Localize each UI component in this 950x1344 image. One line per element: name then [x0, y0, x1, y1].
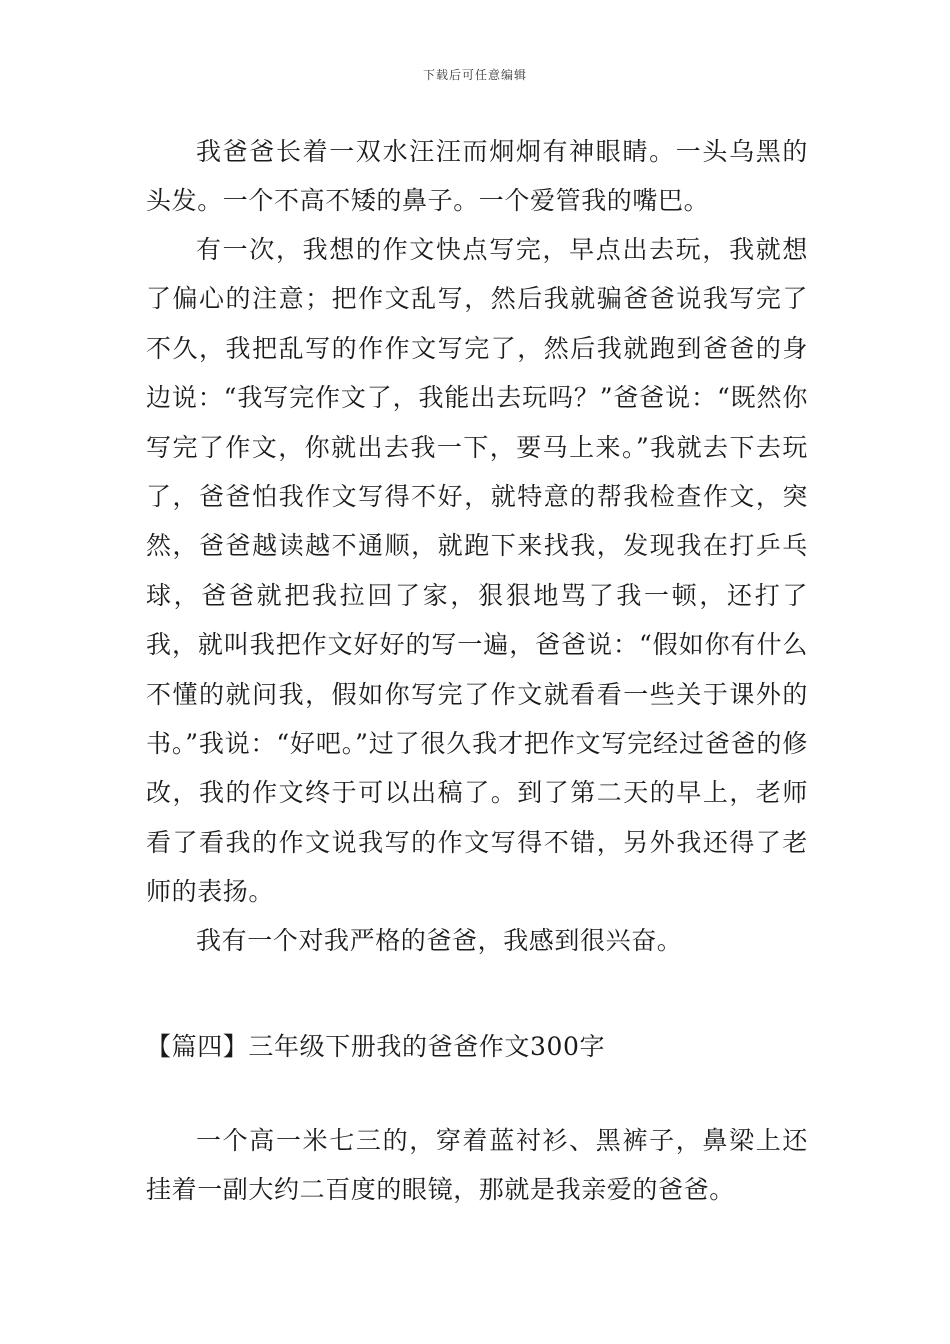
page-header-note: 下载后可任意编辑 — [422, 68, 527, 82]
paragraph-text: 有一次，我想的作文快点写完，早点出去玩，我就想了偏心的注意；把作文乱写，然后我就骗爸爸说我写完了不久，我把乱写的作作文写完了，然后我就跑到爸爸的身边说：“我写完作文了，我能出去玩吗？”爸爸说：“既然你写完了作文，你就出去我一下，要马上来。”我就去下去玩了，爸爸怕我作文写得不好，就特意的帮我检查作文，突然，爸爸越读越不通顺，就跑下来找我，发现我在打乒乓球，爸爸就把我拉回了家，狠狠地骂了我一顿，还打了我，就叫我把作文好好的写一遍，爸爸说：“假如你有什么不懂的就问我，假如你写完了作文就看看一些关于课外的书。”我说：“好吧。”过了很久我才把作文写完经过爸爸的修改，我的作文终于可以出稿了。到了第二天的早上，老师看了看我的作文说我写的作文写得不错，另外我还得了老师的表扬。 — [146, 235, 808, 907]
paragraph-text: 一个高一米七三的，穿着蓝衬衫、黑裤子，鼻梁上还挂着一副大约二百度的眼镜，那就是我亲爱的爸爸。 — [146, 1126, 808, 1205]
section-heading: 【篇四】三年级下册我的爸爸作文300字 — [146, 1032, 606, 1061]
paragraph-homework-story — [146, 225, 808, 917]
paragraph-text: 我爸爸长着一双水汪汪而炯炯有神眼睛。一头乌黑的头发。一个不高不矮的鼻子。一个爱管我的嘴巴。 — [146, 137, 808, 216]
paragraph-section-four-intro — [146, 1116, 808, 1215]
paragraph-conclusion — [146, 916, 808, 965]
paragraph-father-appearance — [146, 127, 808, 226]
paragraph-text: 我有一个对我严格的爸爸，我感到很兴奋。 — [196, 926, 683, 955]
